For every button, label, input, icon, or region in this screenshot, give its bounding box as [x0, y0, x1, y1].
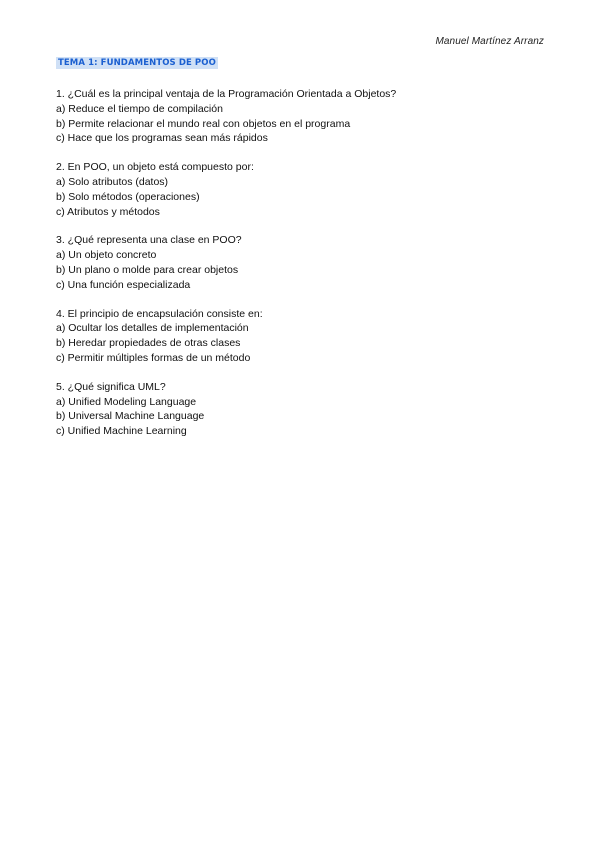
question-text: 2. En POO, un objeto está compuesto por: [56, 161, 254, 174]
author-name: Manuel Martínez Arranz [435, 36, 544, 47]
option-c: c) Atributos y métodos [56, 205, 160, 218]
question-1 [56, 87, 556, 146]
question-2 [56, 160, 556, 219]
question-list [56, 87, 556, 453]
option-c: c) Una función especializada [56, 278, 191, 291]
option-c: c) Hace que los programas sean más rápidos [56, 132, 268, 145]
option-c: c) Permitir múltiples formas de un método [56, 351, 251, 364]
option-a: a) Unified Modeling Language [56, 395, 197, 408]
option-a: a) Solo atributos (datos) [56, 175, 169, 188]
option-a: a) Reduce el tiempo de compilación [56, 102, 223, 115]
question-4 [56, 307, 556, 366]
option-b: b) Universal Machine Language [56, 410, 205, 423]
question-text: 1. ¿Cuál es la principal ventaja de la Programación Orientada a Objetos? [56, 88, 397, 100]
option-a: a) Un objeto concreto [56, 249, 157, 262]
question-text: 3. ¿Qué representa una clase en POO? [56, 234, 242, 247]
option-a: a) Ocultar los detalles de implementación [56, 322, 249, 335]
option-b: b) Un plano o molde para crear objetos [56, 263, 239, 276]
question-3 [56, 233, 556, 292]
question-text: 5. ¿Qué significa UML? [56, 380, 166, 393]
question-text: 4. El principio de encapsulación consiste en: [56, 307, 263, 320]
document-title: TEMA 1: FUNDAMENTOS DE POO [58, 58, 216, 68]
option-b: b) Solo métodos (operaciones) [56, 190, 200, 203]
option-c: c) Unified Machine Learning [56, 425, 187, 438]
option-b: b) Heredar propiedades de otras clases [56, 337, 241, 350]
option-b: b) Permite relacionar el mundo real con objetos en el programa [56, 117, 351, 130]
question-5 [56, 380, 556, 439]
